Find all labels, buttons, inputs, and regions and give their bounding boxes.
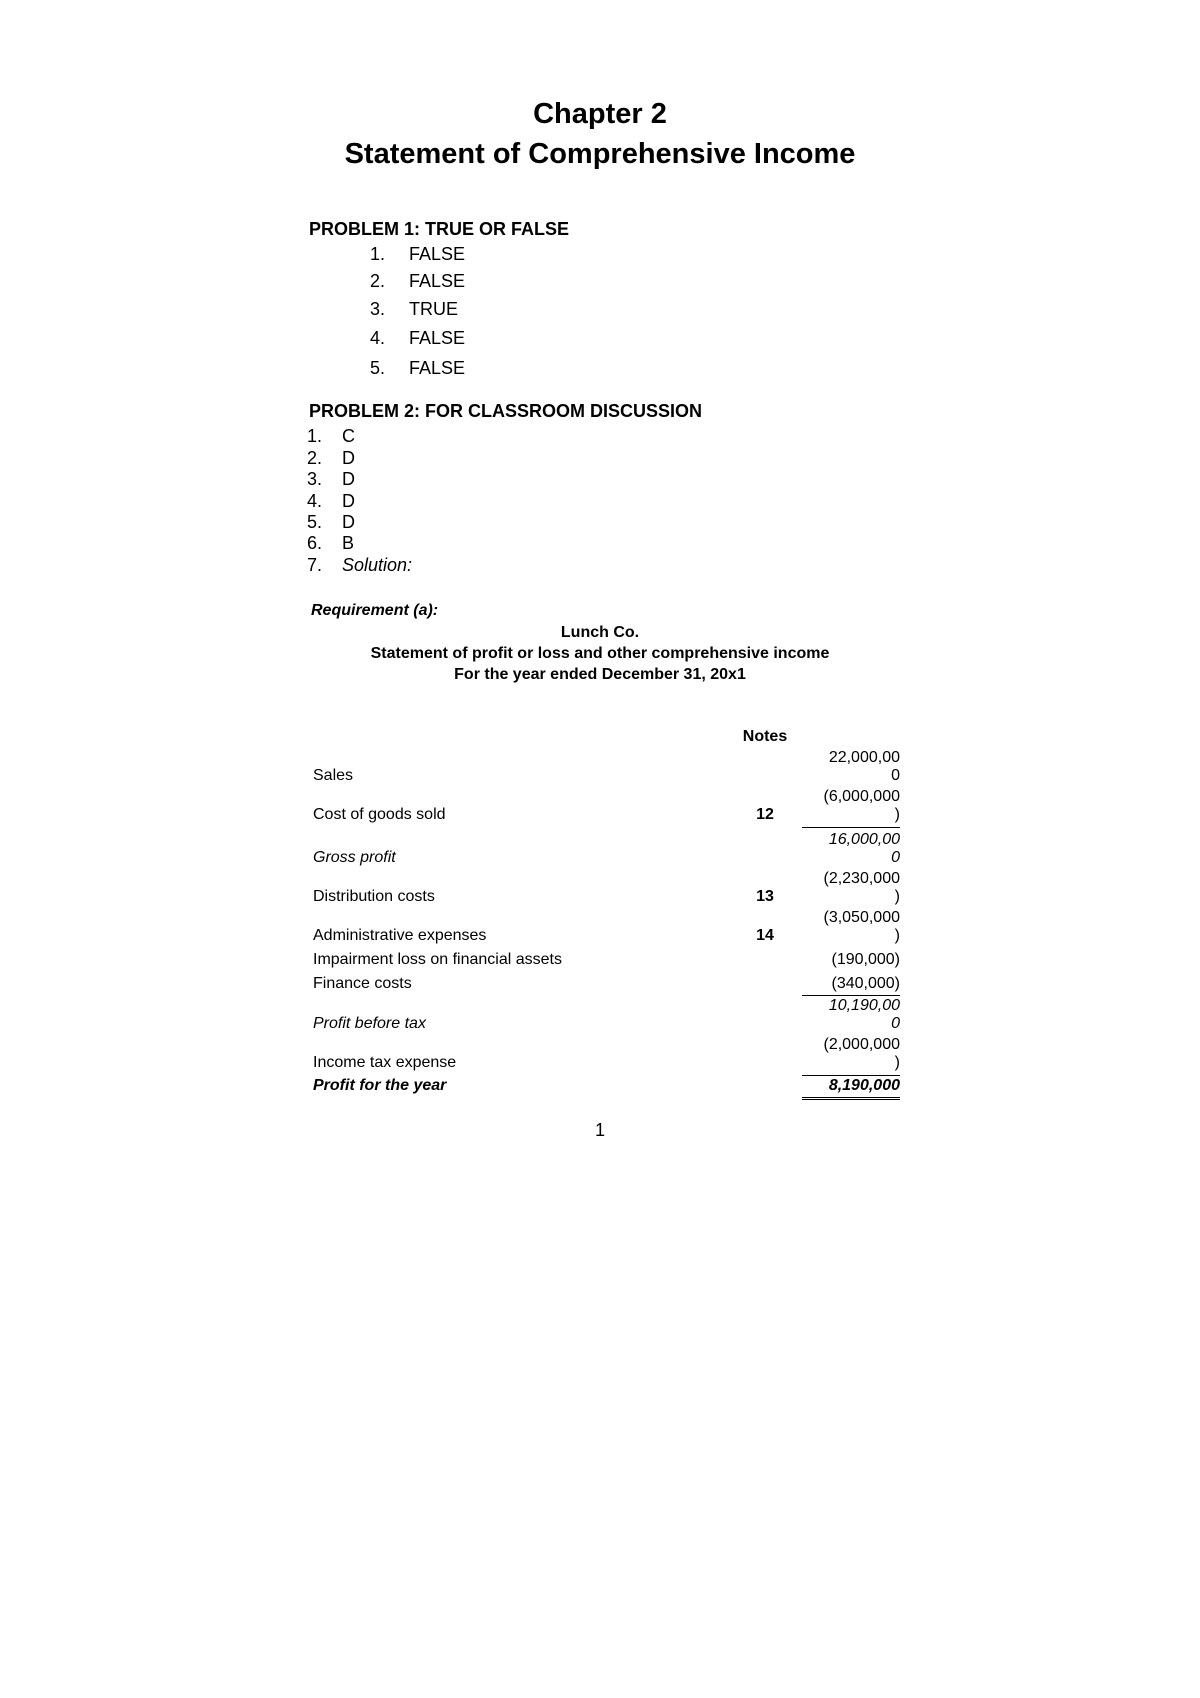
row-amount bbox=[800, 997, 900, 1033]
amount-line: ) bbox=[894, 806, 900, 823]
list-item-number: 5. bbox=[307, 512, 323, 532]
company-name: Lunch Co. bbox=[560, 624, 640, 641]
amount-line: 8,190,000 bbox=[828, 1077, 900, 1094]
row-amount bbox=[800, 1077, 900, 1095]
row-label: Cost of goods sold bbox=[313, 806, 446, 823]
list-item-number: 2. bbox=[370, 271, 386, 291]
row-label: Impairment loss on financial assets bbox=[313, 951, 562, 968]
list-item-answer: D bbox=[342, 448, 355, 468]
list-item-number: 4. bbox=[370, 328, 386, 348]
row-note: 13 bbox=[756, 888, 774, 905]
amount-line: (3,050,000 bbox=[823, 909, 900, 926]
problem2-heading: PROBLEM 2: FOR CLASSROOM DISCUSSION bbox=[309, 401, 703, 421]
row-label: Profit for the year bbox=[313, 1077, 447, 1094]
statement-title: Statement of profit or loss and other comprehensive income bbox=[370, 645, 830, 662]
subtotal-rule bbox=[802, 827, 900, 828]
amount-line: 22,000,00 bbox=[828, 749, 900, 766]
row-note: 12 bbox=[756, 806, 774, 823]
amount-line: ) bbox=[894, 1054, 900, 1071]
list-item-answer: D bbox=[342, 491, 355, 511]
row-amount bbox=[800, 788, 900, 824]
row-amount bbox=[800, 749, 900, 785]
list-item-answer: FALSE bbox=[409, 244, 466, 264]
list-item-number: 6. bbox=[307, 533, 323, 553]
subtotal-rule bbox=[802, 1075, 900, 1076]
row-label: Finance costs bbox=[313, 975, 412, 992]
problem1-heading: PROBLEM 1: TRUE OR FALSE bbox=[309, 219, 570, 239]
list-item-answer: D bbox=[342, 512, 355, 532]
row-amount bbox=[800, 1036, 900, 1072]
amount-line: 0 bbox=[891, 767, 900, 784]
row-label: Profit before tax bbox=[313, 1015, 426, 1032]
amount-line: 0 bbox=[891, 849, 900, 866]
amount-line: 0 bbox=[891, 1015, 900, 1032]
row-label: Income tax expense bbox=[313, 1054, 457, 1071]
amount-line: (190,000) bbox=[831, 951, 900, 968]
amount-line: (6,000,000 bbox=[823, 788, 900, 805]
page-number: 1 bbox=[594, 1120, 605, 1140]
list-item-number: 3. bbox=[370, 299, 386, 319]
statement-period: For the year ended December 31, 20x1 bbox=[454, 666, 746, 683]
list-item-number: 5. bbox=[370, 358, 386, 378]
list-item-answer: C bbox=[342, 426, 355, 446]
amount-line: 10,190,00 bbox=[828, 997, 900, 1014]
list-item-number: 1. bbox=[307, 426, 323, 446]
row-label: Gross profit bbox=[313, 849, 396, 866]
list-item-number: 4. bbox=[307, 491, 323, 511]
amount-line: (2,230,000 bbox=[823, 870, 900, 887]
row-amount bbox=[800, 870, 900, 906]
total-rule bbox=[802, 1097, 900, 1100]
list-item-number: 1. bbox=[370, 244, 386, 264]
row-label: Sales bbox=[313, 767, 354, 784]
list-item-answer: TRUE bbox=[409, 299, 458, 319]
row-label: Administrative expenses bbox=[313, 927, 487, 944]
list-item-number: 7. bbox=[307, 555, 323, 575]
list-item-answer: FALSE bbox=[409, 358, 466, 378]
amount-line: 16,000,00 bbox=[828, 831, 900, 848]
list-item-answer: B bbox=[342, 533, 355, 553]
list-item-answer: FALSE bbox=[409, 271, 466, 291]
list-item-answer: Solution: bbox=[342, 555, 413, 575]
row-amount bbox=[800, 831, 900, 867]
list-item-answer: FALSE bbox=[409, 328, 466, 348]
chapter-subtitle: Statement of Comprehensive Income bbox=[344, 138, 856, 170]
amount-line: (2,000,000 bbox=[823, 1036, 900, 1053]
row-amount bbox=[800, 951, 900, 969]
amount-line: (340,000) bbox=[831, 975, 900, 992]
list-item-number: 3. bbox=[307, 469, 323, 489]
row-amount bbox=[800, 975, 900, 993]
chapter-title: Chapter 2 bbox=[533, 98, 667, 130]
row-amount bbox=[800, 909, 900, 945]
list-item-answer: D bbox=[342, 469, 355, 489]
row-label: Distribution costs bbox=[313, 888, 435, 905]
row-note: 14 bbox=[756, 927, 774, 944]
amount-line: ) bbox=[894, 927, 900, 944]
requirement-label: Requirement (a): bbox=[311, 602, 439, 619]
subtotal-rule bbox=[802, 995, 900, 996]
list-item-number: 2. bbox=[307, 448, 323, 468]
amount-line: ) bbox=[894, 888, 900, 905]
notes-header: Notes bbox=[742, 728, 788, 745]
